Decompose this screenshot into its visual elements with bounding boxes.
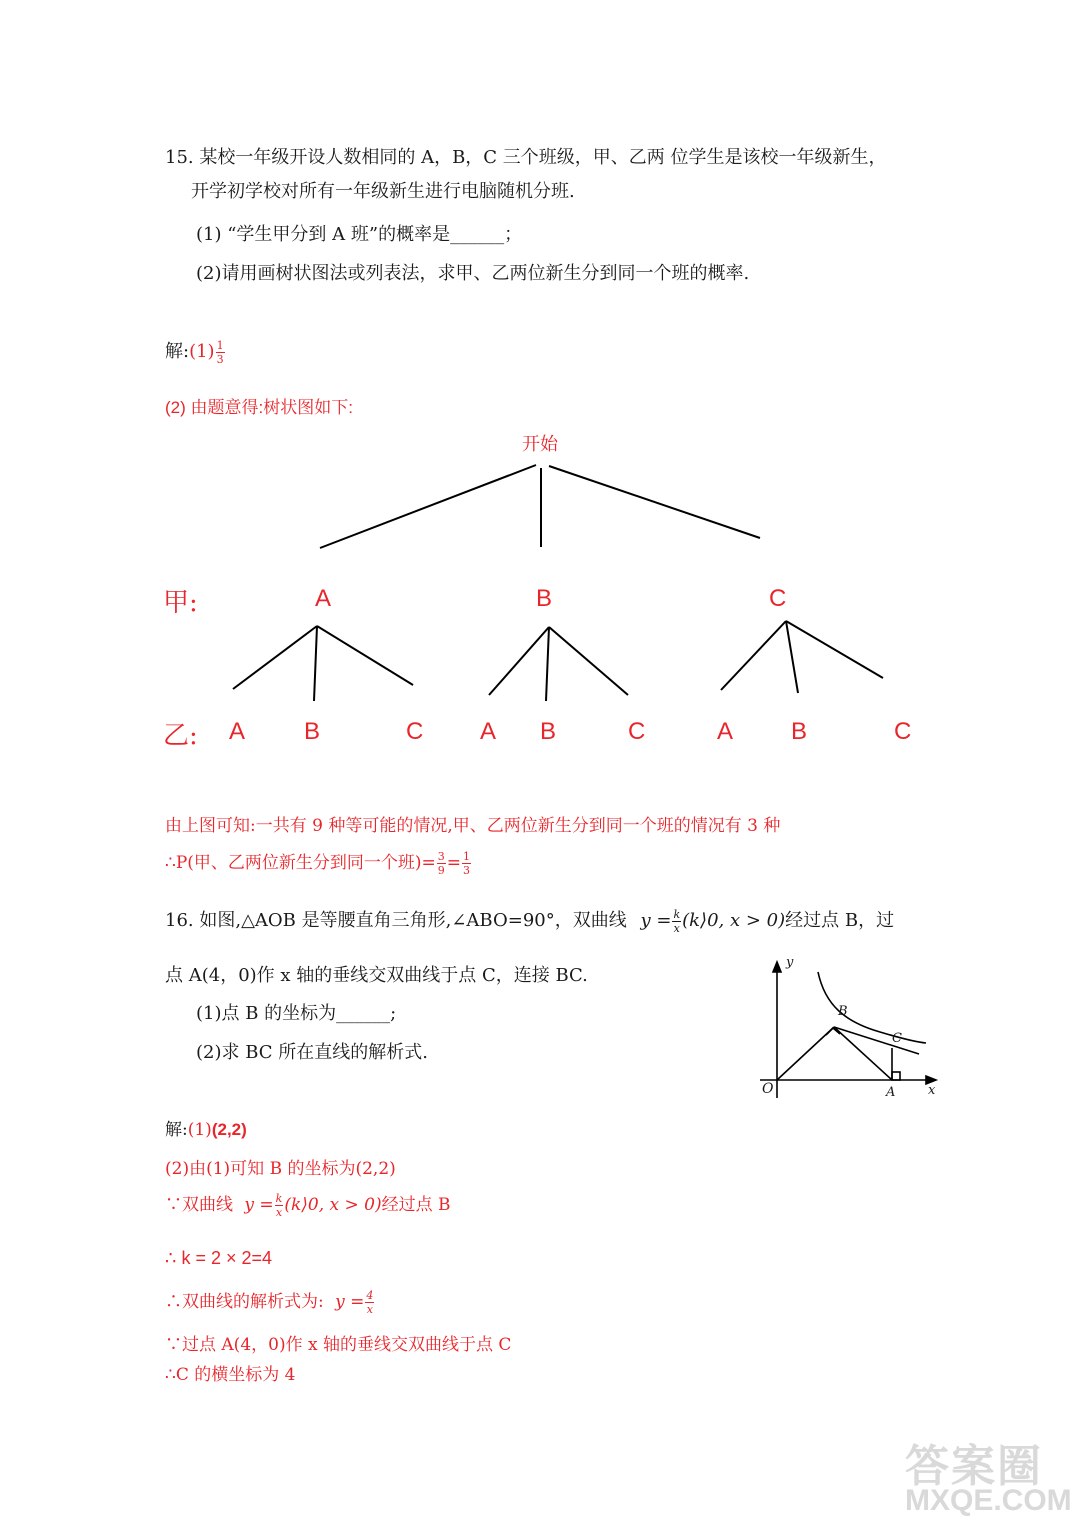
- sol16-line4: ∴ k = 2 × 2=4: [165, 1248, 273, 1268]
- figure-x-label: x: [928, 1083, 936, 1098]
- tree-root: 开始: [522, 434, 558, 455]
- figure-c-label: C: [892, 1031, 902, 1046]
- q15-line1: 15. 某校一年级开设人数相同的 A，B，C 三个班级，甲、乙两 位学生是该校一年级新生，: [165, 147, 887, 168]
- answer1-prefix: (1): [189, 341, 215, 362]
- tree-level2-item: B: [791, 718, 808, 745]
- tree-level2-item: B: [304, 718, 321, 745]
- tree-level2-item: C: [628, 718, 646, 745]
- figure-o-label: O: [762, 1081, 774, 1097]
- tree-level2-item: C: [894, 718, 912, 745]
- formula-fraction: $\frac{k}{x}$: [275, 1192, 283, 1219]
- solution-label: 解:: [165, 1120, 188, 1140]
- line3-prefix: ∵双曲线: [165, 1195, 233, 1215]
- sol16-line2: (2)由(1)可知 B 的坐标为(2,2): [165, 1159, 396, 1179]
- figure-y-label: y: [786, 955, 794, 970]
- formula-y: y =: [244, 1195, 274, 1215]
- q15-part1: (1) “学生甲分到 A 班”的概率是______；: [196, 224, 523, 245]
- formula-fraction: $\frac{k}{x}$: [673, 907, 681, 935]
- solution-label: 解:: [165, 341, 190, 362]
- formula-y: y =: [640, 910, 672, 931]
- q16-line2: 点 A(4，0)作 x 轴的垂线交双曲线于点 C，连接 BC.: [165, 965, 588, 986]
- figure-a-label: A: [886, 1085, 896, 1100]
- q16-part2: (2)求 BC 所在直线的解析式.: [196, 1042, 428, 1063]
- figure-b-label: B: [838, 1004, 848, 1019]
- tree-level1-a: A: [315, 585, 332, 612]
- tree-level1-label: 甲:: [163, 588, 198, 618]
- sol16-line3: [165, 1190, 451, 1218]
- q16-line1-text: 16. 如图,△AOB 是等腰直角三角形,∠ABO=90°，双曲线: [165, 910, 627, 931]
- answer1-fraction: $\frac{1}{3}$: [216, 338, 224, 366]
- sol15-conclusion: 由上图可知:一共有 9 种等可能的情况,甲、乙两位新生分到同一个班的情况有 3 种: [165, 816, 781, 836]
- probability-fraction-2: $\frac{1}{3}$: [463, 850, 471, 877]
- tree-level2-item: B: [540, 718, 557, 745]
- probability-equals: =: [446, 853, 462, 873]
- tree-level1-c: C: [769, 585, 787, 612]
- q15-part2: (2)请用画树状图法或列表法，求甲、乙两位新生分到同一个班的概率.: [196, 263, 750, 284]
- sol15-part2-intro: (2) 由题意得:树状图如下:: [165, 398, 353, 417]
- sol16-line7: ∴C 的横坐标为 4: [165, 1365, 296, 1385]
- formula-fraction: $\frac{4}{x}$: [366, 1289, 374, 1316]
- watermark-logo: 答案圈: [905, 1442, 1043, 1491]
- tree-level2-item: C: [406, 718, 424, 745]
- sol16-line6: ∵过点 A(4，0)作 x 轴的垂线交双曲线于点 C: [165, 1335, 512, 1355]
- formula-y: y =: [335, 1292, 365, 1312]
- watermark-url: MXQE.COM: [905, 1484, 1072, 1517]
- tree-level2-item: A: [480, 718, 497, 745]
- tree-level2-item: A: [229, 718, 246, 745]
- sol16-line5: [165, 1287, 375, 1315]
- tree-level2-label: 乙:: [163, 721, 198, 751]
- q15-line2: 开学初学校对所有一年级新生进行电脑随机分班.: [191, 181, 575, 202]
- line3-suffix: 经过点 B: [381, 1195, 451, 1215]
- answer1-prefix: (1): [187, 1120, 212, 1140]
- formula-condition: (k⟩0, x > 0): [284, 1195, 382, 1215]
- tree-level2-item: A: [717, 718, 734, 745]
- sol16-answer1: [165, 1115, 247, 1140]
- q16-line1-end: 经过点 B，过: [785, 910, 895, 931]
- tree-level1-b: B: [536, 585, 553, 612]
- probability-fraction-1: $\frac{3}{9}$: [437, 850, 445, 877]
- answer1-value: (2,2): [211, 1120, 247, 1139]
- formula-condition: (k⟩0, x > 0): [682, 910, 786, 931]
- q16-part1: (1)点 B 的坐标为______;: [196, 1003, 397, 1024]
- line5-prefix: ∴双曲线的解析式为:: [165, 1292, 324, 1312]
- probability-prefix: ∴P(甲、乙两位新生分到同一个班)=: [165, 853, 436, 873]
